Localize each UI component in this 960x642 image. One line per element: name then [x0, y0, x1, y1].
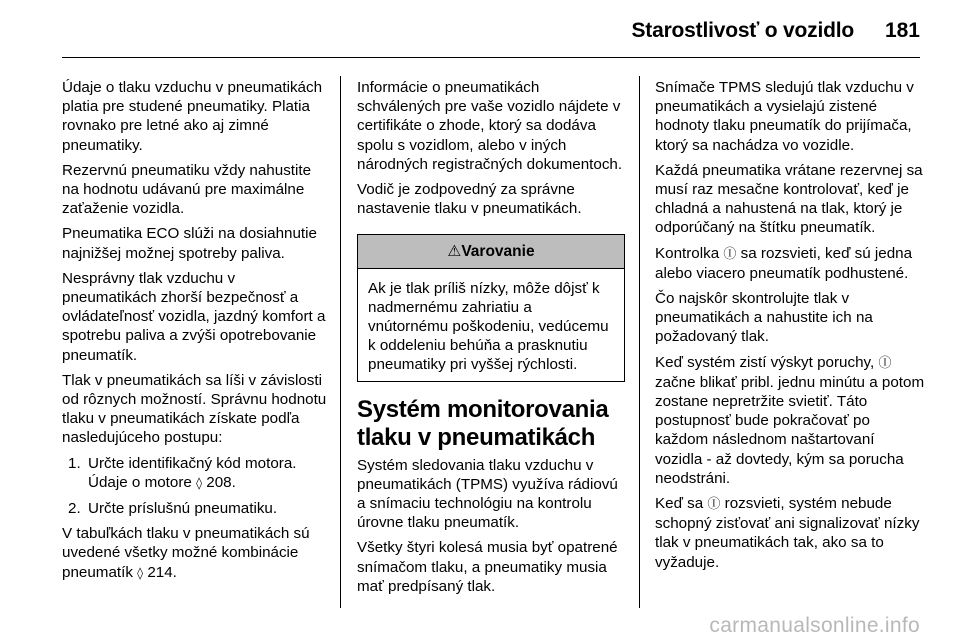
warning-header	[358, 235, 624, 268]
page-title: Starostlivosť o vozidlo	[631, 19, 854, 42]
cross-reference-arrow-icon: ◊	[137, 565, 144, 580]
paragraph-tpms-intro: Systém sledovania tlaku vzduchu v pneumatikách (TPMS) využíva rádiovú a snímaciu technológiu na kontrolu úrovne tlaku pneumatík.	[357, 456, 618, 532]
system-inactive-text-b: rozsvieti, systém nebude schopný zisťovať ani signalizovať nízky tlak v pneumatikách tak, ako sa to vyžaduje.	[655, 495, 920, 571]
warning-light-text-b: sa rozsvieti, keď sú jedna alebo viacero pneumatík podhustené.	[655, 244, 913, 282]
paragraph-check-pressure: Čo najskôr skontrolujte tlak v pneumatikách a nahustite ich na požadovaný tlak.	[655, 290, 873, 346]
column-2	[357, 78, 625, 602]
column-1	[62, 78, 328, 589]
step-text: Určte identifikačný kód motora. Údaje o motore	[88, 454, 297, 491]
list-item	[62, 454, 328, 493]
steps-list	[62, 454, 328, 519]
paragraph-spare-tire: Rezervnú pneumatiku vždy nahustite na hodnotu udávanú pre maximálne zaťaženie vozidla.	[62, 161, 312, 218]
list-item	[62, 499, 328, 518]
tpms-warning-icon: Ⓘ	[878, 355, 892, 371]
pressure-tables-text: V tabuľkách tlaku v pneumatikách sú uvedené všetky možné kombinácie pneumatík	[62, 525, 310, 581]
step-number: 2.	[68, 500, 81, 518]
step-text: Určte príslušnú pneumatiku.	[88, 500, 278, 518]
system-inactive-text-a: Keď sa	[655, 495, 704, 513]
cross-reference-page[interactable]: 208.	[206, 473, 236, 491]
column-3	[655, 78, 925, 578]
cross-reference-arrow-icon: ◊	[196, 475, 203, 490]
paragraph-warning-light	[655, 244, 925, 283]
header-rule	[62, 57, 920, 58]
paragraph-pressure-tables	[62, 524, 328, 583]
paragraph-four-wheels: Všetky štyri kolesá musia byť opatrené snímačom tlaku, a pneumatiky musia mať predpísaný tlak.	[357, 539, 618, 595]
column-divider-2	[639, 76, 640, 608]
paragraph-approved-tires: Informácie o pneumatikách schválených pre vaše vozidlo nájdete v certifikáte o zhode, ktorý sa dodáva spolu s vozidlom, alebo v iných národných registračných dokumentoch.	[357, 79, 623, 173]
paragraph-pressure-varies: Tlak v pneumatikách sa líši v závislosti od rôznych možností. Správnu hodnotu tlaku v pneumatikách získate podľa nasledujúceho postupu:	[62, 371, 327, 447]
paragraph-cold-tires: Údaje o tlaku vzduchu v pneumatikách platia pre studené pneumatiky. Platia rovnako pre letné ako aj zimné pneumatiky.	[62, 79, 323, 154]
paragraph-wrong-pressure: Nesprávny tlak vzduchu v pneumatikách zhorší bezpečnosť a ovládateľnosť vozidla, jazdný komfort a spotrebu paliva a zvýši opotrebovanie pneumatík.	[62, 269, 326, 364]
tpms-warning-icon: Ⓘ	[723, 246, 737, 262]
warning-text: Ak je tlak príliš nízky, môže dôjsť k nadmernému zahriatiu a vnútornému poškodeniu, vedúcemu k oddeleniu behúňa a prasknutiu pneumatiky pri vyššej rýchlosti.	[368, 279, 609, 374]
paragraph-monthly-check: Každá pneumatika vrátane rezervnej sa musí raz mesačne kontrolovať, keď je chladná a nahustená na tlak, ktorý je odporúčaný na štítku pneumatík.	[655, 161, 923, 237]
warning-title: Varovanie	[461, 243, 535, 261]
warning-light-text-a: Kontrolka	[655, 244, 720, 262]
page-header	[0, 0, 960, 56]
cross-reference-page[interactable]: 214.	[147, 563, 177, 581]
paragraph-system-inactive	[655, 494, 925, 572]
paragraph-malfunction	[655, 353, 925, 488]
warning-box	[357, 234, 625, 381]
paragraph-driver-responsible: Vodič je zodpovedný za správne nastavenie tlaku v pneumatikách.	[357, 181, 582, 218]
step-number: 1.	[68, 454, 81, 472]
section-heading: Systém monitorovania tlaku v pneumatikách	[357, 395, 609, 451]
tpms-warning-icon: Ⓘ	[707, 497, 721, 513]
column-divider-1	[340, 76, 341, 608]
page-number: 181	[884, 19, 920, 42]
paragraph-tpms-sensors: Snímače TPMS sledujú tlak vzduchu v pneumatikách a vysielajú zistené hodnoty tlaku pneumatík do prijímača, ktorý sa nachádza vo vozidle.	[655, 79, 914, 154]
watermark: carmanualsonline.info	[709, 614, 920, 637]
malfunction-text-a: Keď systém zistí výskyt poruchy,	[655, 353, 875, 371]
warning-triangle-icon: ⚠	[447, 243, 462, 261]
paragraph-eco-tire: Pneumatika ECO slúži na dosiahnutie najnižšej možnej spotreby paliva.	[62, 225, 317, 262]
malfunction-text-b: začne blikať pribl. jednu minútu a potom zostane nepretržite svietiť. Táto postupnosť bude pokračovať po každom následnom naštartovaní vozidla - až dovtedy, kým sa porucha neodstráni.	[655, 373, 925, 487]
